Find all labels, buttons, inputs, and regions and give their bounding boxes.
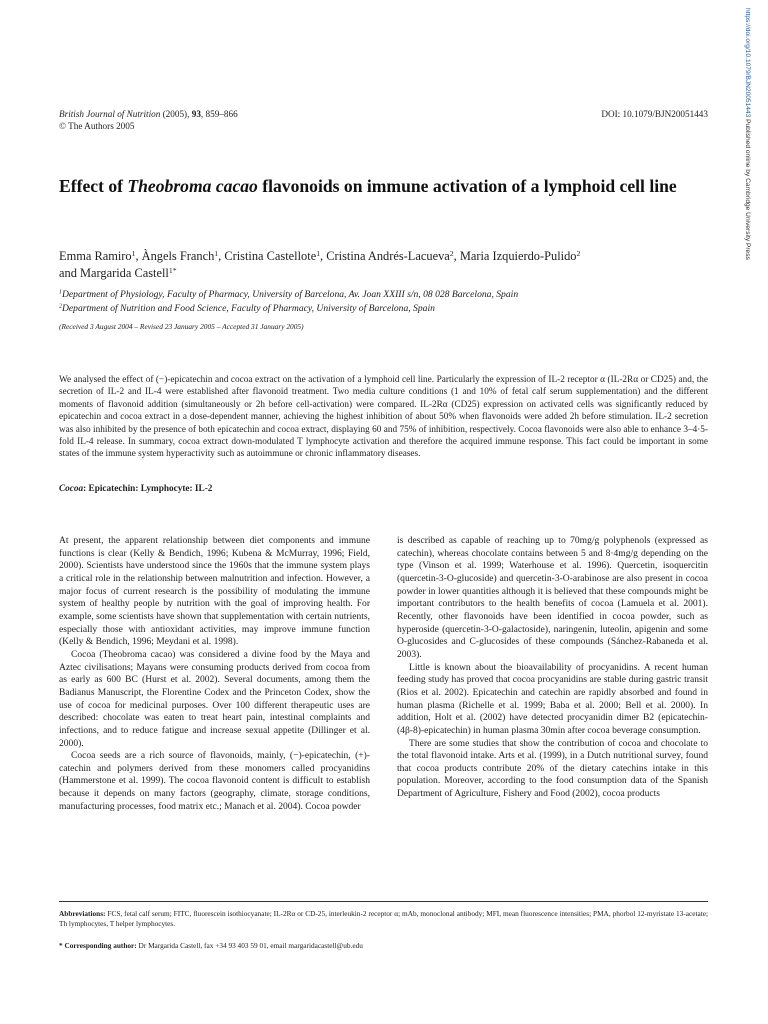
- author: Cristina Andrés-Lacueva: [326, 249, 450, 263]
- affiliation-text: Department of Physiology, Faculty of Pharmacy, University of Barcelona, Av. Joan XXIII s/n, 08 028 Barcelona, Spain: [61, 289, 519, 300]
- doi-header: DOI: 10.1079/BJN20051443: [601, 109, 708, 119]
- side-publisher-text: Published online by Cambridge University Press: [744, 117, 751, 260]
- corresponding-text: Dr Margarida Castell, fax +34 93 403 59 01, email margaridacastell@ub.edu: [136, 941, 363, 950]
- author-affil-sup: 1: [316, 248, 321, 258]
- corresponding-label: * Corresponding author:: [59, 941, 137, 950]
- author-affil-sup: [169, 266, 177, 275]
- side-doi-note: [741, 8, 755, 292]
- paragraph: At present, the apparent relationship between diet components and immune functions is clear (Kelly & Bendich, 1996; Kubena & McMurray, 1996; Field, 2000). Scientists have understood since the 1960s that the immune system plays a critical role in the relationship between malnutrition and infection. However, a major focus of current research is the possibility of modulating the immune system of healthy people by nutrition with the goal of improving health. For example, some scientists have shown that supplementation with certain nutrients, especially those with antioxidant activities, may improve immune function (Kelly & Bendich, 1996; Meydani et al. 1998).: [59, 535, 370, 648]
- footnote-rule: [59, 901, 708, 902]
- journal-citation: [59, 109, 238, 121]
- journal-volume: 93: [191, 109, 201, 119]
- corresponding-mark: *: [172, 265, 177, 275]
- side-doi-link[interactable]: https://doi.org/10.1079/BJN20051443: [744, 8, 751, 118]
- paragraph: Cocoa (Theobroma cacao) was considered a divine food by the Maya and Aztec civilisations; Mayans were consuming products derived from cocoa from as early as 600 BC (Hurst et al. 2002). Several documents, among them the Badianus Manuscript, the Florentine Codex and the Princeton Codex, show the use of cocoa for medicinal purposes. Over 100 different therapeutic uses are described: chocolate was eaten to treat heart pain, intestinal complaints and infections, and to reduce fatigue and increase sexual appetite (Dillinger et al. 2000).: [59, 648, 370, 749]
- journal-name: British Journal of Nutrition: [59, 109, 161, 119]
- journal-pages: , 859–866: [200, 109, 238, 119]
- author-separator: ,: [135, 249, 142, 263]
- author-affil-sup: 2: [449, 248, 454, 258]
- keyword-rest: : Epicatechin: Lymphocyte: IL-2: [83, 484, 213, 494]
- author-separator: ,: [218, 249, 225, 263]
- body-column-left: [59, 535, 370, 889]
- journal-year: (2005),: [162, 109, 192, 119]
- received-dates: (Received 3 August 2004 – Revised 23 January 2005 – Accepted 31 January 2005): [59, 322, 304, 331]
- author-sup-number: 1: [168, 265, 173, 275]
- corresponding-author-footnote: [59, 941, 708, 951]
- title-part-2: flavonoids on immune activation of a lymphoid cell line: [257, 176, 677, 196]
- paragraph: Little is known about the bioavailability of procyanidins. A recent human feeding study has proved that cocoa procyanidins are stable during gastric transit (Rios et al. 2002). Epicatechin and catechin are rapidly absorbed and found in human plasma (Richelle et al. 1999; Baba et al. 2000; Bell et al. 2000). In addition, Holt et al. (2002) have detected procyanidin dimer B2 (epicatechin-(4β-8)-epicatechin) in human plasma 30min after cocoa beverage consumption.: [397, 661, 708, 736]
- affiliation-text: Department of Nutrition and Food Science, Faculty of Pharmacy, University of Barcelona, Spain: [61, 303, 435, 314]
- paragraph: Cocoa seeds are a rich source of flavonoids, mainly, (−)-epicatechin, (+)-catechin and polymers derived from these monomers called procyanidins (Hammerstone et al. 1999). The cocoa flavonoid content is difficult to establish because it depends on many factors (geography, climate, storage conditions, manufacturing processes, food matrix etc.; Manach et al. 2004). Cocoa powder: [59, 750, 370, 812]
- keyword-cocoa: Cocoa: [59, 484, 84, 494]
- title-italic: Theobroma cacao: [127, 176, 258, 196]
- author: Emma Ramiro: [59, 249, 132, 263]
- author: Maria Izquierdo-Pulido: [459, 249, 577, 263]
- copyright-line: © The Authors 2005: [59, 121, 135, 131]
- affiliation-sup: 1: [59, 289, 62, 296]
- abbreviations-footnote: [59, 909, 708, 929]
- author-separator: ,: [320, 249, 327, 263]
- abbreviations-text: FCS, fetal calf serum; FITC, fluorescein isothiocyanate; IL-2Rα or CD-25, interleukin-2 receptor α; mAb, monoclonal antibody; MFI, mean fluorescence intensities; PMA, phorbol 12-myristate 13-acetate; Th lymphocytes, T helper lymphocytes.: [59, 909, 708, 929]
- affiliation-1: [59, 288, 719, 301]
- author-affil-sup: 2: [576, 248, 581, 258]
- article-title: [59, 176, 719, 197]
- author-affil-sup: 1: [214, 248, 219, 258]
- author: Cristina Castellote: [224, 249, 317, 263]
- author-separator: ,: [453, 249, 460, 263]
- affiliation-2: [59, 302, 719, 315]
- keywords: [59, 484, 212, 494]
- paragraph: is described as capable of reaching up to 70mg/g polyphenols (expressed as catechin), whereas chocolate contains between 5 and 8·4mg/g depending on the type (Vinson et al. 1999; Waterhouse et al. 1996). Quercetin, isoquercitin (quercetin-3-O-glucoside) and quercetin-3-O-arabinose are also present in cocoa powder in lower quantities although it is believed that these compounds might be important contributors to the health benefits of cocoa (Lamuela et al. 2001). Recently, other flavonoids have been identified in cocoa powder, such as hyperoside (quercetin-3-O-galactoside), naringenin, luteolin, apigenin and some O-glucosides and C-glucosides of these compounds (Sánchez-Rabaneda et al. 2003).: [397, 535, 708, 660]
- author-list: [59, 248, 719, 282]
- author-affil-sup: 1: [131, 248, 136, 258]
- affiliation-sup: 2: [59, 303, 62, 310]
- abbreviations-label: Abbreviations:: [59, 909, 106, 918]
- paragraph: There are some studies that show the contribution of cocoa and chocolate to the total flavonoid intake. Arts et al. (1999), in a Dutch nutritional survey, found that cocoa products contribute 20% of the dietary catechins intake in this population. Moreover, according to the food consumption data of the Spanish Department of Agriculture, Fishery and Food (2002), cocoa products: [397, 737, 708, 800]
- body-column-right: [397, 535, 708, 889]
- author: Àngels Franch: [141, 249, 215, 263]
- title-part-1: Effect of: [59, 176, 128, 196]
- abstract: We analysed the effect of (−)-epicatechin and cocoa extract on the activation of a lymphoid cell line. Particularly the expression of IL-2 receptor α (IL-2Rα or CD25) and, the secretion of IL-2 and IL-4 were established after flavonoid treatment. Two media culture conditions (1 and 10% of fetal calf serum supplementation) and the different moments of flavonoid addition (simultaneously or 2h before cell-activation) were compared. IL-2Rα (CD25) expression on activated cells was significantly reduced by epicatechin and cocoa extract in a dose-dependent manner, achieving the highest inhibition of about 50% when flavonoids were added 2h before stimulation. IL-2 secretion was also inhibited by the presence of both epicatechin and cocoa extract, displaying 60 and 75% of inhibition, respectively. Cocoa flavonoids were also able to enhance 3–4·5-fold IL-4 release. In summary, cocoa extract down-modulated T lymphocyte activation and therefore the acquired immune response. This fact could be important in some states of the immune system hyperactivity such as autoimmune or chronic inflammatory diseases.: [59, 375, 708, 460]
- author: and Margarida Castell: [59, 266, 169, 280]
